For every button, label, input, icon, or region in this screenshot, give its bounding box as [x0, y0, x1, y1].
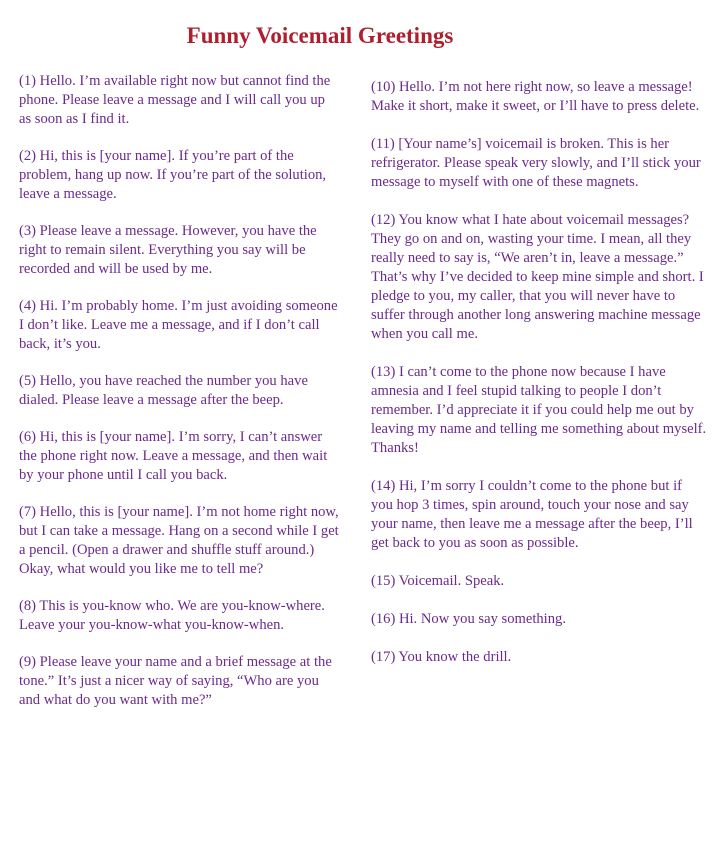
- greeting-3: (3) Please leave a message. However, you have the right to remain silent. Everything you say will be recorded and will be used by me.: [19, 223, 317, 277]
- greeting-15: (15) Voicemail. Speak.: [371, 573, 505, 589]
- greeting-12: (12) You know what I hate about voicemail messages? They go on and on, wasting your time. I mean, all they really need to say is, “We aren’t in, leave a message.” That’s why I’ve decided to keep mine simple and short. I pledge to you, my caller, that you will never have to suffer through another long answering machine message when you call me.: [371, 212, 704, 342]
- page-title: Funny Voicemail Greetings: [186, 23, 454, 48]
- greeting-4: (4) Hi. I’m probably home. I’m just avoiding someone I don’t like. Leave me a message, and if I don’t call back, it’s you.: [19, 298, 338, 352]
- right-column: [371, 78, 707, 686]
- greeting-5: (5) Hello, you have reached the number you have dialed. Please leave a message after the beep.: [19, 373, 308, 408]
- greeting-8: (8) This is you-know who. We are you-know-where. Leave your you-know-what you-know-when.: [19, 598, 325, 633]
- greeting-6: (6) Hi, this is [your name]. I’m sorry, I can’t answer the phone right now. Leave a message, and then wait by your phone until I call you back.: [19, 429, 328, 483]
- greeting-11: (11) [Your name’s] voicemail is broken. This is her refrigerator. Please speak very slowly, and I’ll stick your message to myself with one of these magnets.: [371, 136, 701, 190]
- greeting-10: (10) Hello. I’m not here right now, so leave a message! Make it short, make it sweet, or I’ll have to press delete.: [371, 79, 700, 114]
- greeting-2: (2) Hi, this is [your name]. If you’re part of the problem, hang up now. If you’re part of the solution, leave a message.: [19, 148, 327, 202]
- greeting-7: (7) Hello, this is [your name]. I’m not home right now, but I can take a message. Hang on a second while I get a pencil. (Open a drawer and shuffle stuff around.) Okay, what would you like me to tell me?: [19, 504, 339, 577]
- greeting-13: (13) I can’t come to the phone now because I have amnesia and I feel stupid talking to people I don’t remember. I’d appreciate it if you could help me out by leaving my name and telling me something about myself. Thanks!: [371, 364, 707, 456]
- greeting-14: (14) Hi, I’m sorry I couldn’t come to the phone but if you hop 3 times, spin around, touch your nose and say your name, then leave me a message after the beep, I’ll get back to you as soon as possible.: [371, 478, 693, 551]
- left-column: [19, 72, 339, 728]
- greeting-17: (17) You know the drill.: [371, 649, 512, 665]
- greeting-9: (9) Please leave your name and a brief message at the tone.” It’s just a nicer way of saying, “Who are you and what do you want with me?”: [19, 654, 332, 708]
- greeting-16: (16) Hi. Now you say something.: [371, 611, 566, 627]
- greeting-1: (1) Hello. I’m available right now but cannot find the phone. Please leave a message and I will call you up as soon as I find it.: [19, 73, 331, 127]
